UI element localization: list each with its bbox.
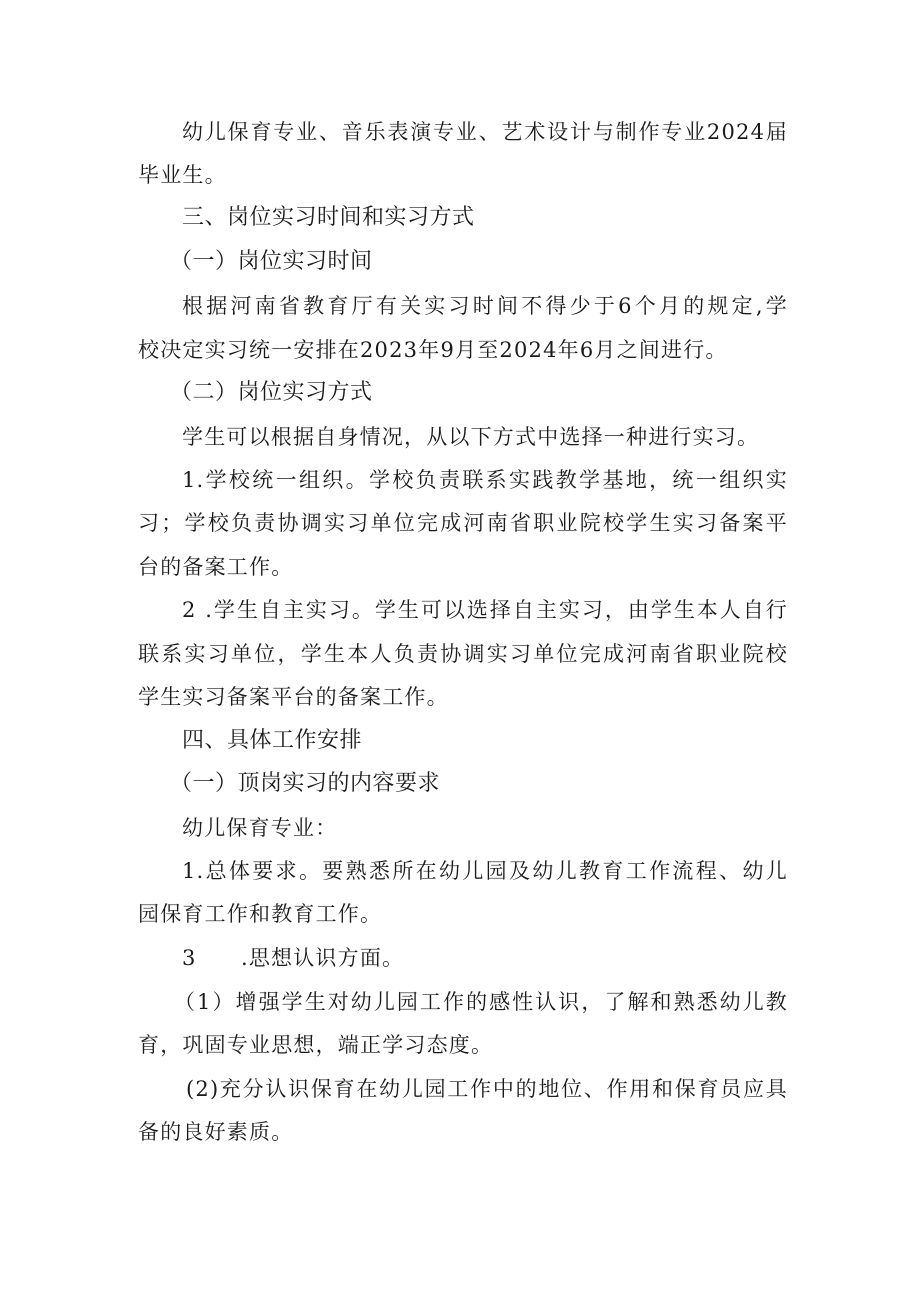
paragraph-line: 毕业生。 [138, 163, 227, 187]
paragraph-line: 幼儿保育专业、音乐表演专业、艺术设计与制作专业2024届 [182, 120, 788, 144]
paragraph-line: (2)充分认识保育在幼儿园工作中的地位、作用和保育员应具 [186, 1077, 788, 1101]
paragraph-line: （1）增强学生对幼儿园工作的感性认识，了解和熟悉幼儿教 [174, 990, 788, 1014]
paragraph-line: 1.学校统一组织。学校负责联系实践教学基地，统一组织实 [182, 468, 788, 492]
section-heading: 四、具体工作安排 [182, 728, 363, 753]
paragraph-line: 习；学校负责协调实习单位完成河南省职业院校学生实习备案平 [138, 511, 788, 535]
paragraph-line: 1.总体要求。要熟悉所在幼儿园及幼儿教育工作流程、幼儿 [182, 859, 788, 883]
paragraph-line: 校决定实习统一安排在2023年9月至2024年6月之间进行。 [138, 338, 728, 362]
paragraph-line: 育，巩固专业思想，端正学习态度。 [138, 1033, 494, 1057]
subsection-heading: （二）岗位实习方式 [170, 380, 373, 405]
paragraph-line: 学生实习备案平台的备案工作。 [138, 685, 449, 709]
paragraph-line: 学生可以根据自身情况，从以下方式中选择一种进行实习。 [182, 425, 760, 449]
subsection-heading: （一）岗位实习时间 [170, 249, 373, 274]
paragraph-line: 台的备案工作。 [138, 555, 294, 579]
paragraph-line: 2 .学生自主实习。学生可以选择自主实习，由学生本人自行 [182, 598, 788, 622]
section-heading: 三、岗位实习时间和实习方式 [182, 205, 475, 230]
paragraph-line: 幼儿保育专业： [182, 816, 338, 840]
paragraph-line: 根据河南省教育厅有关实习时间不得少于6个月的规定,学 [182, 294, 788, 318]
paragraph-line: 备的良好素质。 [138, 1120, 294, 1144]
paragraph-line: 园保育工作和教育工作。 [138, 902, 383, 926]
paragraph-line: 3 .思想认识方面。 [182, 946, 405, 970]
paragraph-line: 联系实习单位，学生本人负责协调实习单位完成河南省职业院校 [138, 642, 788, 666]
subsection-heading: （一）顶岗实习的内容要求 [170, 771, 441, 796]
